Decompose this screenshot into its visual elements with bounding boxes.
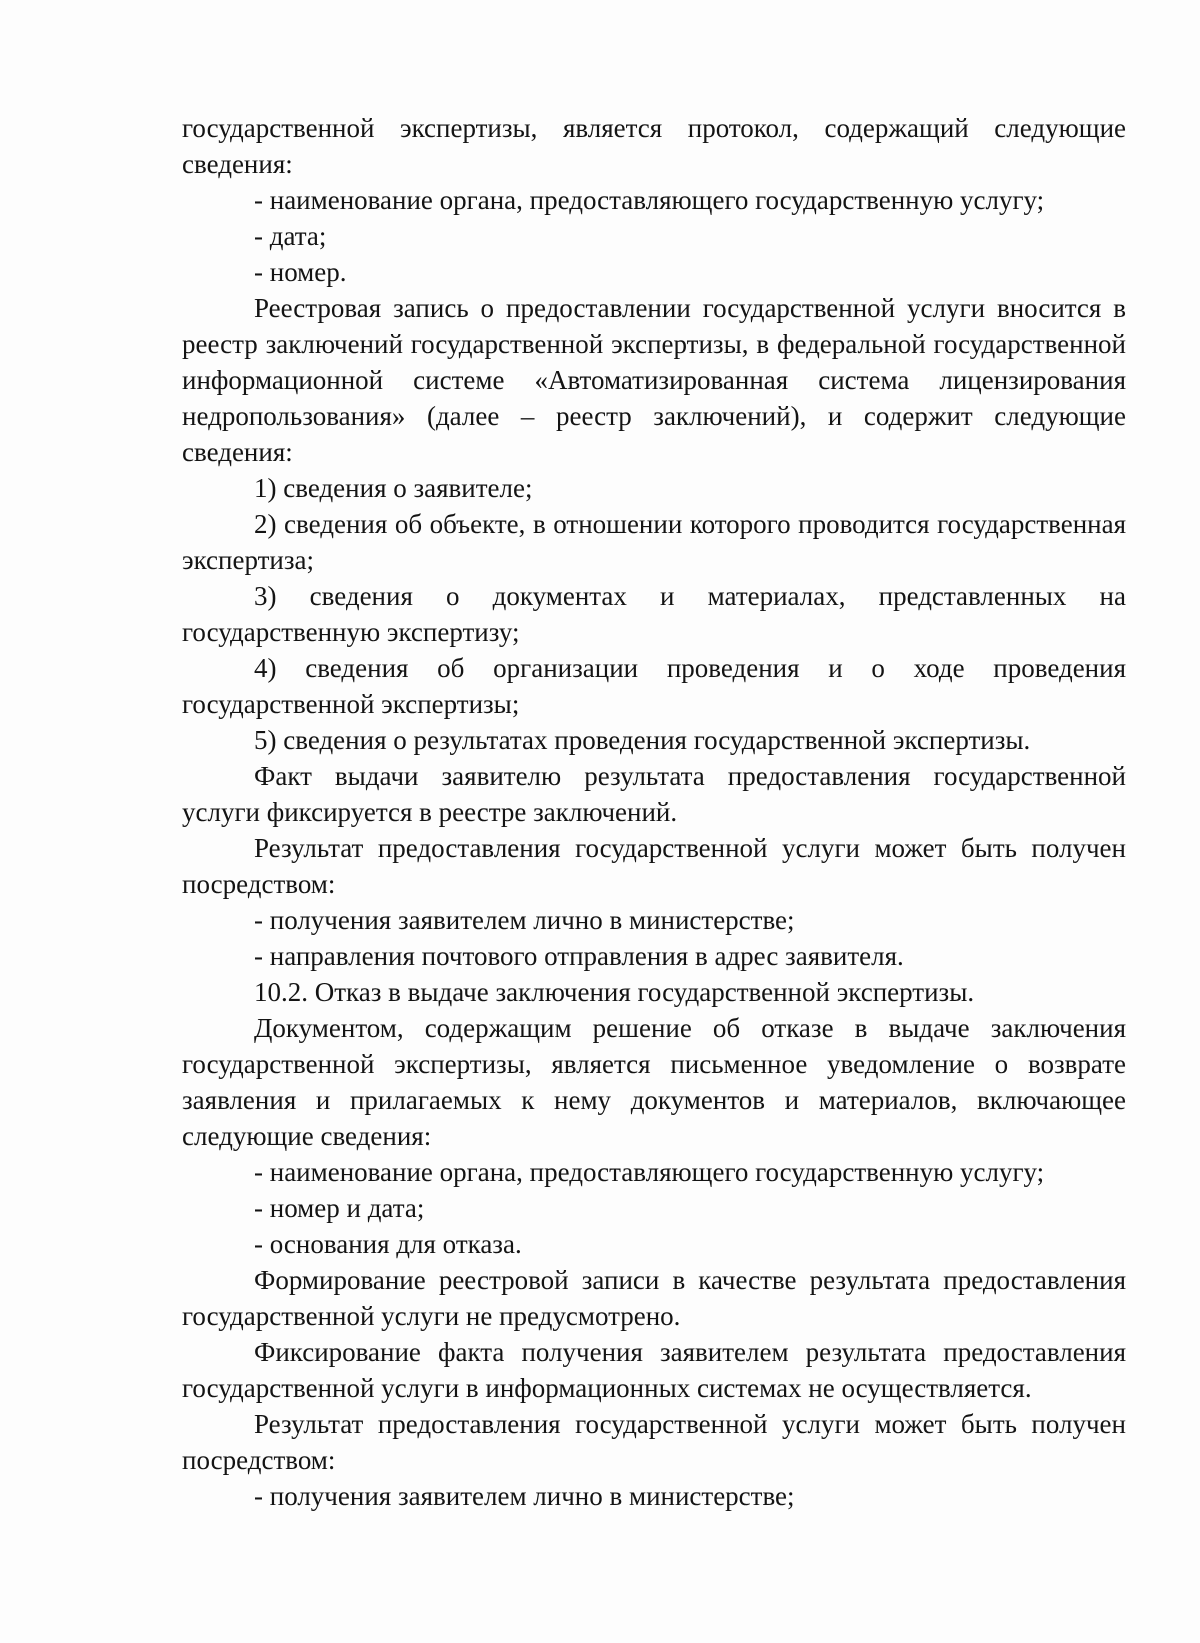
list-item-refusal-number-date: - номер и дата; xyxy=(254,1193,425,1223)
paragraph-refusal-result-receipt: Результат предоставления государственной услуги может быть получен посредством: xyxy=(182,1409,1126,1475)
paragraph-registry-not-provided: Формирование реестровой записи в качестве результата предоставления государственной услуги не предусмотрено. xyxy=(182,1265,1126,1331)
list-item-refusal-personal-receipt: - получения заявителем лично в министерстве; xyxy=(254,1481,795,1511)
list-item-documents-info: 3) сведения о документах и материалах, представленных на государственную экспертизу; xyxy=(182,581,1126,647)
list-item-personal-receipt: - получения заявителем лично в министерстве; xyxy=(254,905,795,935)
document-body xyxy=(182,110,1126,1514)
list-item-refusal-grounds: - основания для отказа. xyxy=(254,1229,522,1259)
list-item-date: - дата; xyxy=(254,221,327,251)
paragraph-protocol-intro: государственной экспертизы, является протокол, содержащий следующие сведения: xyxy=(182,113,1126,179)
paragraph-issue-fact: Факт выдачи заявителю результата предоставления государственной услуги фиксируется в реестре заключений. xyxy=(182,761,1126,827)
paragraph-result-receipt: Результат предоставления государственной услуги может быть получен посредством: xyxy=(182,833,1126,899)
list-item-applicant-info: 1) сведения о заявителе; xyxy=(254,473,533,503)
paragraph-registry-entry: Реестровая запись о предоставлении государственной услуги вносится в реестр заключений государственной экспертизы, в федеральной государственной информационной системе «Автоматизированная система лицензирования недропользования» (далее – реестр заключений), и содержит следующие сведения: xyxy=(182,293,1126,467)
paragraph-refusal-document: Документом, содержащим решение об отказе в выдаче заключения государственной экспертизы, является письменное уведомление о возврате заявления и прилагаемых к нему документов и материалов, включающее следующие сведения: xyxy=(182,1013,1126,1151)
list-item-organization-info: 4) сведения об организации проведения и о ходе проведения государственной экспертизы; xyxy=(182,653,1126,719)
list-item-organ-name: - наименование органа, предоставляющего государственную услугу; xyxy=(254,185,1045,215)
list-item-results-info: 5) сведения о результатах проведения государственной экспертизы. xyxy=(254,725,1031,755)
paragraph-fixation-not-performed: Фиксирование факта получения заявителем результата предоставления государственной услуги в информационных системах не осуществляется. xyxy=(182,1337,1126,1403)
list-item-object-info: 2) сведения об объекте, в отношении которого проводится государственная экспертиза; xyxy=(182,509,1126,575)
list-item-postal-delivery: - направления почтового отправления в адрес заявителя. xyxy=(254,941,904,971)
section-heading-10-2: 10.2. Отказ в выдаче заключения государственной экспертизы. xyxy=(254,977,975,1007)
list-item-refusal-organ-name: - наименование органа, предоставляющего государственную услугу; xyxy=(254,1157,1045,1187)
list-item-number: - номер. xyxy=(254,257,347,287)
